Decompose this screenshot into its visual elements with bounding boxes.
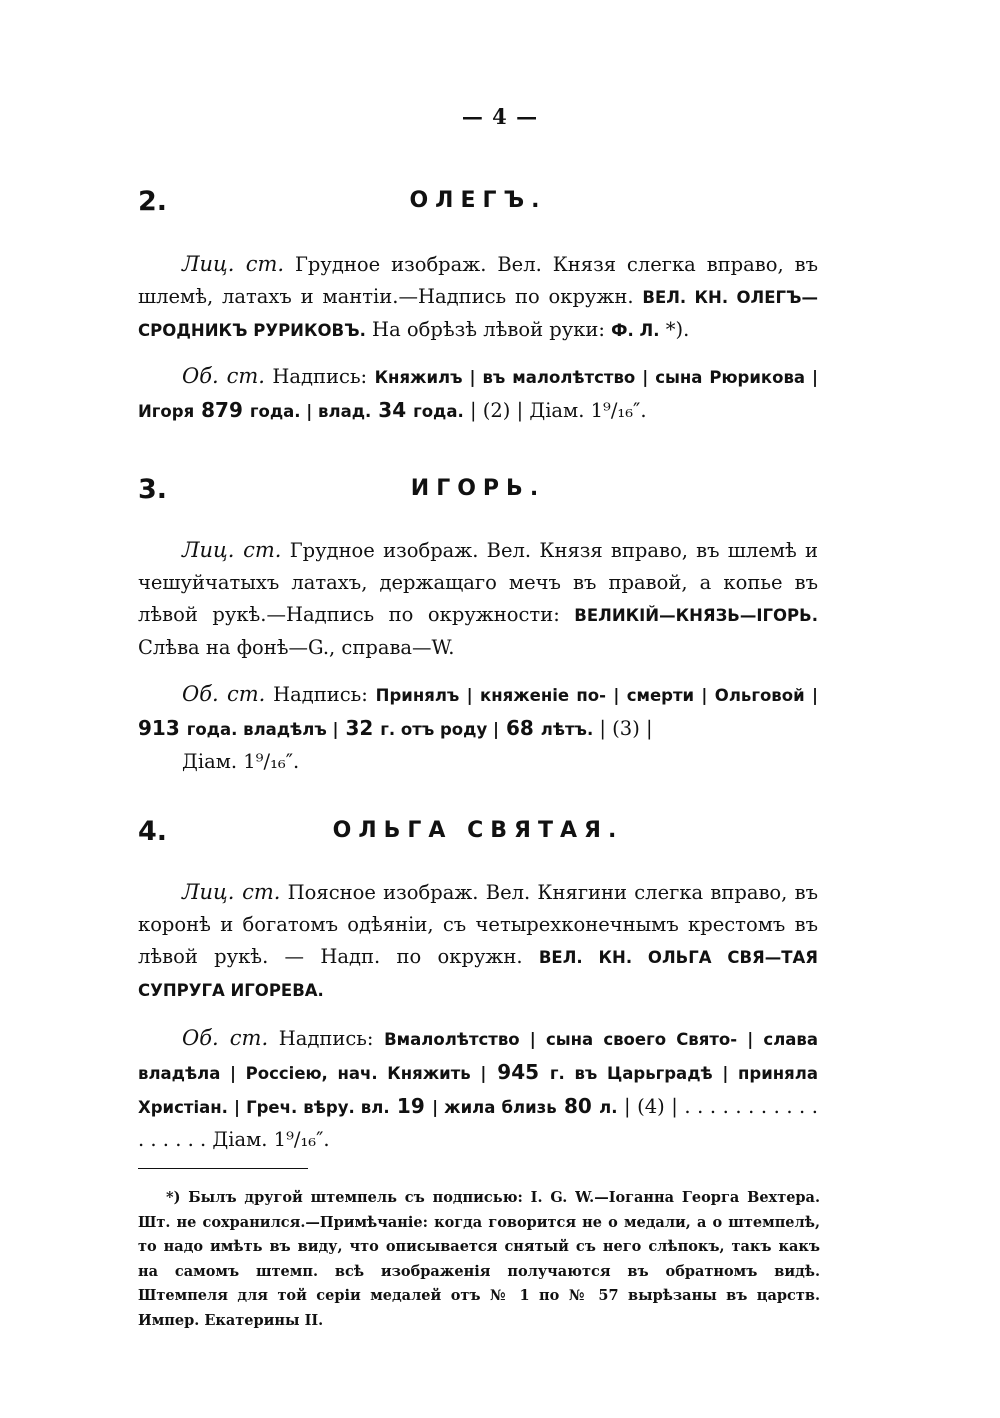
- reverse-description: [138, 678, 818, 778]
- description-text: | (3) |: [593, 717, 653, 740]
- description-text: Грудное изображ. Вел. Князя вправо, въ шлемѣ и чешуйчатыхъ латахъ, держащаго мечъ въ правой, а копье въ лѣвой рукѣ.—Надпись по окружности:: [138, 539, 819, 626]
- section-heading-olga: [138, 816, 818, 852]
- inscription-number: 879: [194, 398, 250, 422]
- inscription-number: 34: [371, 398, 414, 422]
- reverse-description: [138, 1022, 818, 1156]
- obverse-label: Лиц. ст.: [182, 538, 282, 562]
- inscription-number: 19: [389, 1094, 433, 1118]
- section-heading-oleg: [138, 186, 818, 222]
- obverse-label: Лиц. ст.: [182, 252, 285, 276]
- section-number: 4.: [138, 816, 168, 847]
- obverse-description: [138, 248, 818, 347]
- page-number: — 4 —: [461, 104, 539, 129]
- section-heading-igor: [138, 474, 818, 510]
- description-text: Надпись:: [268, 1027, 385, 1050]
- inscription-text: ВЕЛ. КН. ОЛЕГЪ—СРОДНИКЪ РУРИКОВЪ.: [138, 288, 819, 340]
- obverse-description: [138, 876, 818, 1007]
- section-title: ИГОРЬ.: [410, 476, 546, 501]
- section-title: ОЛЕГЪ.: [409, 188, 547, 213]
- description-text: | (4) | . . . . . . . . . . . . . . . . . Діам. 1⁹/₁₆″.: [138, 1095, 818, 1151]
- inscription-number: 80: [556, 1094, 600, 1118]
- inscription-text: г. въ Царьградѣ | приняла Христіан. | Греч. вѣру. вл.: [138, 1064, 818, 1117]
- inscription-text: Принялъ | княженіе по- | смерти | Ольговой |: [375, 686, 818, 705]
- diameter-text: Діам. 1⁹/₁₆″.: [182, 750, 300, 773]
- inscription-text: г. отъ роду |: [380, 720, 499, 739]
- reverse-label: Об. ст.: [182, 364, 265, 388]
- inscription-text: лѣтъ.: [540, 720, 594, 739]
- inscription-text: | жила близь: [432, 1098, 557, 1117]
- obverse-label: Лиц. ст.: [182, 880, 281, 904]
- reverse-label: Об. ст.: [182, 1026, 269, 1050]
- inscription-text: Вмалолѣтство | сына своего Свято- | слава владѣла | Россіею, нач. Княжить |: [138, 1030, 818, 1083]
- inscription-text: Княжилъ | въ малолѣтство | сына Рюрикова | Игоря: [138, 368, 819, 421]
- description-text: На обрѣзѣ лѣвой руки:: [365, 318, 612, 341]
- section-number: 2.: [138, 186, 168, 217]
- inscription-number: 68: [498, 716, 541, 740]
- section-number: 3.: [138, 474, 168, 505]
- description-text: Надпись:: [265, 683, 376, 706]
- inscription-text: Ф. Л.: [611, 321, 660, 340]
- description-text: Поясное изображ. Вел. Княгини слегка вправо, въ коронѣ и богатомъ одѣяніи, съ четырехконечнымъ крестомъ въ лѣвой рукѣ. — Надп. по окружн.: [138, 881, 818, 968]
- inscription-text: года. владѣлъ |: [186, 720, 339, 739]
- inscription-text: года. | влад.: [249, 402, 372, 421]
- inscription-number: 945: [486, 1060, 550, 1084]
- inscription-number: 913: [138, 716, 187, 740]
- inscription-number: 32: [338, 716, 381, 740]
- description-text: Слѣва на фонѣ—G., справа—W.: [138, 636, 455, 659]
- description-text: Надпись:: [264, 365, 375, 388]
- inscription-text: л.: [599, 1098, 618, 1117]
- inscription-text: ВЕЛИКІЙ—КНЯЗЬ—ІГОРЬ.: [574, 606, 818, 625]
- description-text: Грудное изображ. Вел. Князя слегка вправо, въ шлемѣ, латахъ и мантіи.—Надпись по окружн.: [138, 253, 818, 308]
- description-text: | (2) | Діам. 1⁹/₁₆″.: [463, 399, 647, 422]
- footnote: *) Былъ другой штемпель съ подписью: I. G. W.—Іоганна Георга Вехтера. Шт. не сохранился.—Примѣчаніе: когда говорится не о медали, а о штемпелѣ, то надо имѣть въ виду, что описывается снятый съ него слѣпокъ, такъ какъ на самомъ штемп. всѣ изображенія получаются въ обратномъ видѣ. Штемпеля для той серіи медалей отъ № 1 по № 57 вырѣзаны въ царств. Импер. Екатерины II.: [138, 1189, 820, 1329]
- section-title: ОЛЬГА СВЯТАЯ.: [332, 818, 624, 843]
- inscription-text: ВЕЛ. КН. ОЛЬГА СВЯ—ТАЯ СУПРУГА ИГОРЕВА.: [138, 948, 818, 1000]
- reverse-label: Об. ст.: [182, 682, 266, 706]
- inscription-text: года.: [413, 402, 464, 421]
- description-text: *).: [659, 318, 690, 341]
- reverse-description: [138, 360, 818, 428]
- footnote-rule: [138, 1168, 308, 1169]
- obverse-description: [138, 534, 818, 664]
